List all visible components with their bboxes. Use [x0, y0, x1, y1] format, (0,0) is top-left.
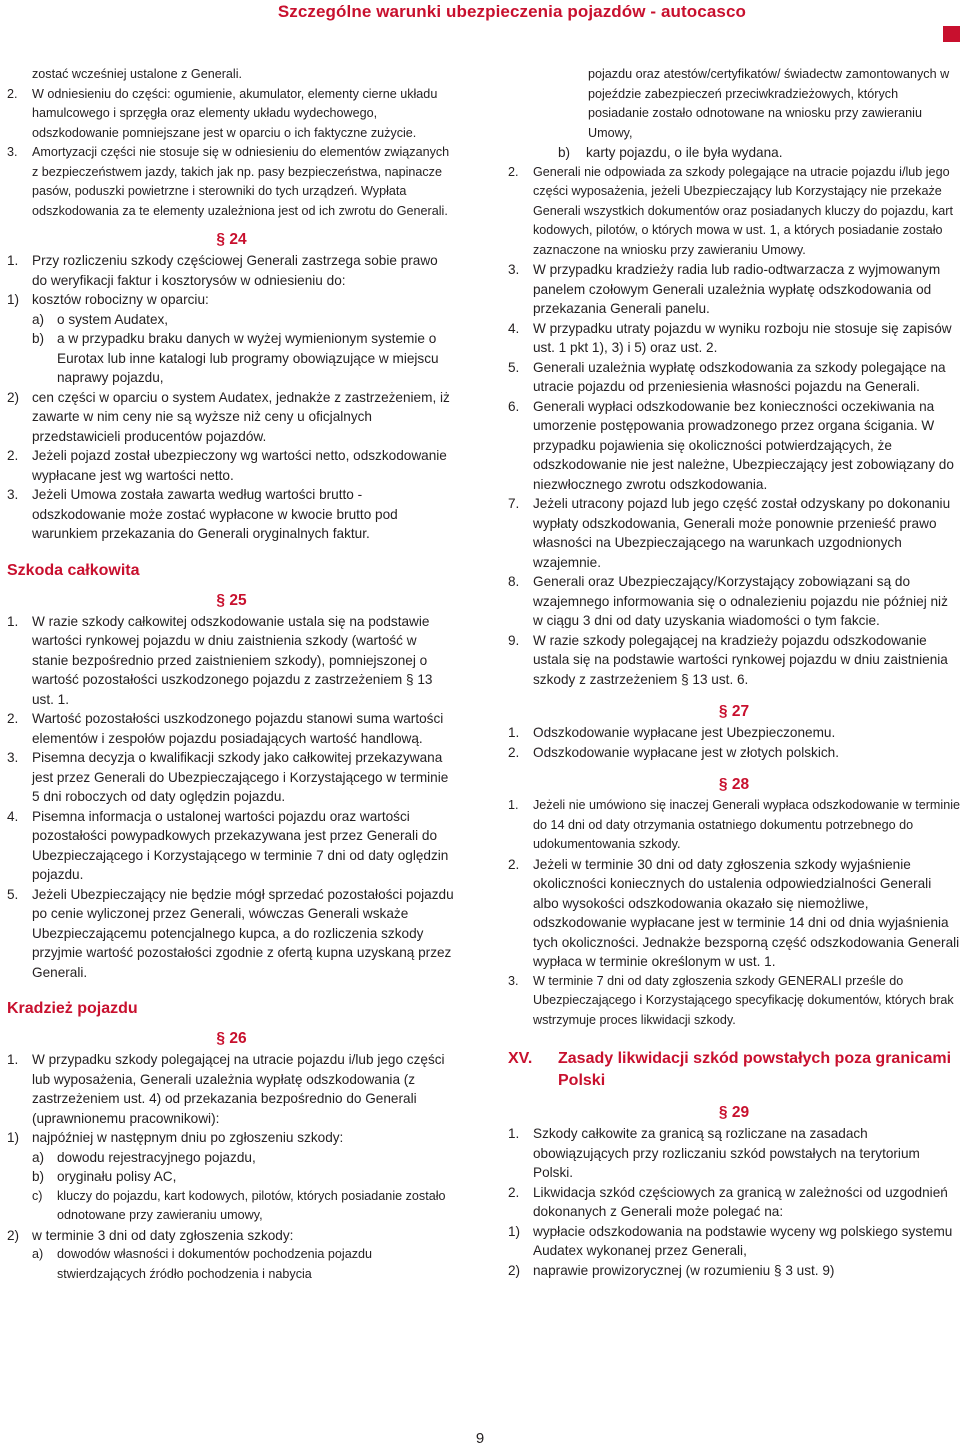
item-number: 3. [7, 487, 19, 502]
list-item [508, 1124, 960, 1183]
section-heading: Kradzież pojazdu [7, 1000, 138, 1017]
list-item [7, 85, 456, 144]
item-text: Generali wypłaci odszkodowanie bez konieczności oczekiwania na umorzenie postępowania prowadzonego przez organa ścigania. W przypadku pojawienia się okoliczności potwierdzających, że odszkodowanie nie jest należne, Ubezpieczający jest zobowiązany do niezwłocznego zwrotu odszkodowania. [533, 398, 954, 492]
item-text: Generali uzależnia wypłatę odszkodowania za szkody polegające na utracie pojazdu od przeniesienia własności pojazdu na Generali. [533, 359, 946, 394]
item-number: 5. [7, 886, 19, 902]
item-letter: a) [32, 1247, 44, 1261]
list-item [508, 572, 960, 631]
chapter-number: XV. [508, 1050, 533, 1067]
item-text: wypłacie odszkodowania na podstawie wyceny wg polskiego systemu Audatex wykonanej przez Generali, [533, 1223, 953, 1258]
item-text: Jeżeli nie umówiono się inaczej Generali wypłaca odszkodowanie w terminie do 14 dni od daty otrzymania ostatniego dokumentu potrzebnego do udokumentowania szkody. [533, 798, 960, 851]
item-number: 2. [7, 448, 19, 463]
item-number: 1. [508, 725, 520, 740]
item-number: 2. [7, 86, 18, 101]
item-text: Odszkodowanie wypłacane jest w złotych polskich. [533, 744, 840, 760]
item-text: dowodów własności i dokumentów pochodzenia pojazdu stwierdzających źródło pochodzenia i nabycia [57, 1247, 373, 1281]
chapter-heading [508, 1048, 960, 1092]
item-number: 2) [7, 1227, 20, 1243]
item-text: Wartość pozostałości uszkodzonego pojazdu stanowi suma wartości elementów i zespołów pojazdu posiadających wartość handlową. [32, 711, 444, 746]
item-number: 2. [508, 856, 520, 872]
item-text: W przypadku szkody polegającej na utracie pojazdu i/lub jego części lub wyposażenia, Generali uzależnia wypłatę odszkodowania (z zastrzeżeniem ust. 4) od przekazania bezpośrednio do Generali (uprawnionemu pracownikowi): [32, 1052, 445, 1126]
item-text: W odniesieniu do części: ogumienie, akumulator, elementy cierne układu hamulcowego i sprzęgła oraz elementy układu wydechowego, odszkodowanie pomniejszane jest w oparciu o ich faktyczne zużycie. [32, 86, 438, 140]
item-text: najpóźniej w następnym dniu po zgłoszeniu szkody: [32, 1130, 344, 1145]
chapter-title: Zasady likwidacji szkód powstałych poza granicami Polski [558, 1050, 952, 1089]
list-item [7, 748, 456, 807]
item-text: Szkody całkowite za granicą są rozliczane na zasadach obowiązujących przy rozliczaniu szkód powstałych na terytorium Polski. [533, 1126, 920, 1180]
item-text: karty pojazdu, o ile była wydana. [586, 145, 783, 160]
item-number: 2) [508, 1262, 521, 1278]
item-number: 2) [7, 389, 20, 405]
paragraph-continued: pojazdu oraz atestów/certyfikatów/ świadectw zamontowanych w pojeździe zabezpieczeń przeciwkradzieżowych, których posiadanie zostało odnotowane na wniosku przy zawieraniu Umowy, [588, 67, 950, 140]
item-letter: c) [32, 1188, 43, 1203]
item-number: 1. [7, 1052, 19, 1067]
item-number: 1) [7, 1130, 20, 1145]
list-item [508, 319, 960, 358]
list-item [7, 251, 456, 290]
section-heading: Szkoda całkowita [7, 561, 140, 579]
section-number: § 27 [718, 703, 750, 720]
item-number: 1. [508, 798, 519, 812]
item-letter: b) [32, 1169, 45, 1184]
item-number: 3. [508, 262, 520, 277]
list-item [508, 397, 960, 495]
item-text: kluczy do pojazdu, kart kodowych, pilotów, których posiadanie zostało odnotowane przy zawieraniu umowy, [57, 1188, 446, 1222]
item-text: a w przypadku braku danych w wyżej wymienionym systemie o Eurotax lub inne katalogi lub programy obowiązujące w miejscu naprawy pojazdu, [57, 331, 439, 385]
item-text: W przypadku kradzieży radia lub radio-odtwarzacza z wyjmowanym panelem czołowym Generali uzależnia wypłatę odszkodowania od przekazania Generali panelu. [533, 262, 941, 316]
list-item [508, 743, 960, 763]
item-text: dowodu rejestracyjnego pojazdu, [57, 1149, 256, 1165]
page-number: 9 [475, 1430, 485, 1447]
list-item [7, 143, 456, 221]
left-column [7, 65, 456, 1284]
item-text: Jeżeli pojazd został ubezpieczony wg wartości netto, odszkodowanie wypłacane jest wg wartości netto. [32, 448, 447, 483]
item-text: Pisemna informacja o ustalonej wartości pojazdu oraz wartości pozostałości powypadkowych przekazywana jest przez Generali do Ubezpieczającego i Korzystającego w terminie 7 dni od daty oględzin pojazdu. [32, 808, 449, 882]
item-number: 1. [7, 613, 19, 629]
list-item [7, 885, 456, 983]
item-number: 8. [508, 574, 520, 589]
item-number: 1) [7, 292, 20, 307]
item-text: o system Audatex, [57, 311, 169, 327]
item-text: Jeżeli utracony pojazd lub jego część został odzyskany po dokonaniu wypłaty odszkodowania, Generali może ponownie przenieść prawo własności na Ubezpieczającego na warunkach uzgodnionych wzajemnie. [533, 496, 951, 570]
right-column [508, 65, 960, 1280]
list-item [508, 1183, 960, 1222]
item-text: W przypadku utraty pojazdu w wyniku rozboju nie stosuje się zapisów ust. 1 pkt 1), 3) i 5) oraz ust. 2. [533, 320, 952, 355]
item-text: Likwidacja szkód częściowych za granicą w zależności od uzgodnień dokonanych z Generali może polegać na: [533, 1184, 948, 1219]
list-item [7, 485, 456, 544]
list-subitem [7, 1187, 456, 1226]
list-item [7, 1050, 456, 1128]
list-item [7, 709, 456, 748]
section-number: § 24 [216, 231, 247, 248]
header-accent-block [943, 26, 960, 42]
item-text: W razie szkody polegającej na kradzieży pojazdu odszkodowanie ustala się na podstawie wartości rynkowej pojazdu w dniu zaistnienia szkody z zastrzeżeniem § 13 ust. 6. [533, 632, 948, 687]
item-text: Pisemna decyzja o kwalifikacji szkody jako całkowitej przekazywana jest przez Generali do Ubezpieczającego i Korzystającego w terminie 5 dni roboczych od daty oględzin pojazdu. [32, 750, 449, 804]
list-item [508, 163, 960, 261]
list-subitem [7, 1245, 456, 1284]
item-text: Jeżeli Ubezpieczający nie będzie mógł sprzedać pozostałości pojazdu po cenie wyliczonej przez Generali, wówczas Generali wskaże Ubezpieczającemu potencjalnego kupca, a do rozliczenia szkody przyjmie wartość pozostałości zgodnie z ofertą kupna uzyskaną przez Generali. [32, 886, 454, 980]
item-text: Jeżeli w terminie 30 dni od daty zgłoszenia szkody wyjaśnienie okoliczności koniecznych do ustalenia odpowiedzialności Generali albo wysokości odszkodowania okazało się niemożliwe, odszkodowanie wypłacane jest w terminie 14 dni od dnia wyjaśnienia tych okoliczności. Jednakże bezsporną część odszkodowania Generali wypłaca w terminie określonym w ust. 1. [533, 856, 960, 969]
item-number: 6. [508, 398, 520, 414]
item-number: 2. [7, 711, 19, 726]
list-item [508, 723, 960, 743]
item-text: naprawie prowizorycznej (w rozumieniu § 3 ust. 9) [533, 1262, 835, 1278]
item-text: W terminie 7 dni od daty zgłoszenia szkody GENERALI prześle do Ubezpieczającego i Korzystającego specyfikację dokumentów, których brak wstrzymuje proces likwidacji szkody. [533, 973, 954, 1027]
item-number: 1) [508, 1223, 521, 1239]
item-number: 2. [508, 1184, 520, 1200]
item-text: Amortyzacji części nie stosuje się w odniesieniu do elementów związanych z bezpieczeństwem jazdy, takich jak np. pasy bezpieczeństwa, napinacze pasów, poduszki powietrzne i sterowniki do tych urządzeń. Wypłata odszkodowania za te elementy uzależniona jest od ich zwrotu do Generali. [32, 145, 450, 218]
item-text: Odszkodowanie wypłacane jest Ubezpieczonemu. [533, 725, 836, 740]
list-item [7, 612, 456, 710]
item-number: 2. [508, 744, 520, 760]
list-item [508, 260, 960, 319]
item-text: Przy rozliczeniu szkody częściowej Generali zastrzega sobie prawo do weryfikacji faktur i kosztorysów w odniesieniu do: [32, 253, 438, 288]
list-subitem [508, 143, 960, 163]
item-number: 3. [7, 750, 19, 765]
item-number: 1. [508, 1126, 520, 1141]
item-text: Jeżeli Umowa została zawarta według wartości brutto - odszkodowanie może zostać wypłacone w kwocie brutto pod warunkiem przekazania do Generali oryginalnych faktur. [32, 487, 398, 541]
list-subitem [7, 329, 456, 388]
list-item [508, 796, 960, 855]
item-text: cen części w oparciu o system Audatex, jednakże z zastrzeżeniem, iż zawarte w nim ceny nie są wyższe niż ceny u oficjalnych przedstawicieli producentów pojazdów. [32, 389, 450, 444]
list-subitem [7, 310, 456, 330]
item-number: 4. [508, 320, 520, 336]
item-text: Generali nie odpowiada za szkody polegające na utracie pojazdu i/lub jego części wyposażenia, jeżeli Ubezpieczający lub Korzystający nie przekaże Generali wszystkich dokumentów oraz posiadanych kluczy do pojazdu, kart kodowych, pilotów, o których mowa w ust. 1, a których posiadanie zostało zaznaczone na wniosku przy zawieraniu Umowy. [533, 164, 953, 257]
item-text: Generali oraz Ubezpieczający/Korzystający zobowiązani są do wzajemnego informowania się o odnalezieniu pojazdu nie później niż w ciągu 3 dni od daty uzyskania wiadomości o tym fakcie. [533, 574, 948, 628]
section-number: § 25 [216, 591, 247, 609]
list-item [508, 631, 960, 690]
item-number: 3. [7, 145, 18, 159]
item-text: kosztów robocizny w oparciu: [32, 292, 209, 307]
item-number: 3. [508, 973, 519, 988]
item-number: 9. [508, 632, 520, 648]
item-text: w terminie 3 dni od daty zgłoszenia szkody: [32, 1227, 294, 1243]
list-item [7, 1226, 456, 1246]
section-number: § 29 [718, 1104, 750, 1121]
list-item [7, 290, 456, 310]
list-item [7, 388, 456, 447]
item-letter: a) [32, 311, 45, 327]
item-text: W razie szkody całkowitej odszkodowanie ustala się na podstawie wartości rynkowej pojazdu w dniu zaistnienia szkody (wartość w stanie bezpośrednio przed zaistnieniem szkody), pomniejszonej o wartość pozostałości uszkodzonego pojazdu z zastrzeżeniem § 13 ust. 1. [32, 613, 433, 707]
item-letter: b) [32, 331, 45, 346]
item-number: 7. [508, 496, 520, 511]
list-item [508, 494, 960, 572]
item-text: oryginału polisy AC, [57, 1169, 177, 1184]
list-item [7, 807, 456, 885]
item-number: 5. [508, 359, 520, 375]
section-number: § 28 [718, 776, 750, 793]
list-item [508, 1222, 960, 1261]
item-number: 1. [7, 253, 19, 268]
list-subitem [7, 1148, 456, 1168]
item-letter: b) [558, 145, 571, 160]
page-header-title: Szczególne warunki ubezpieczenia pojazdów - autocasco [277, 2, 746, 21]
item-number: 2. [508, 164, 519, 179]
list-item [508, 972, 960, 1031]
item-number: 4. [7, 808, 19, 824]
list-subitem [7, 1167, 456, 1187]
section-number: § 26 [216, 1030, 247, 1047]
list-item [508, 855, 960, 972]
list-item [508, 1261, 960, 1281]
item-letter: a) [32, 1149, 45, 1165]
paragraph: zostać wcześniej ustalone z Generali. [32, 67, 242, 81]
list-item [7, 1128, 456, 1148]
list-item [508, 358, 960, 397]
list-item [7, 446, 456, 485]
